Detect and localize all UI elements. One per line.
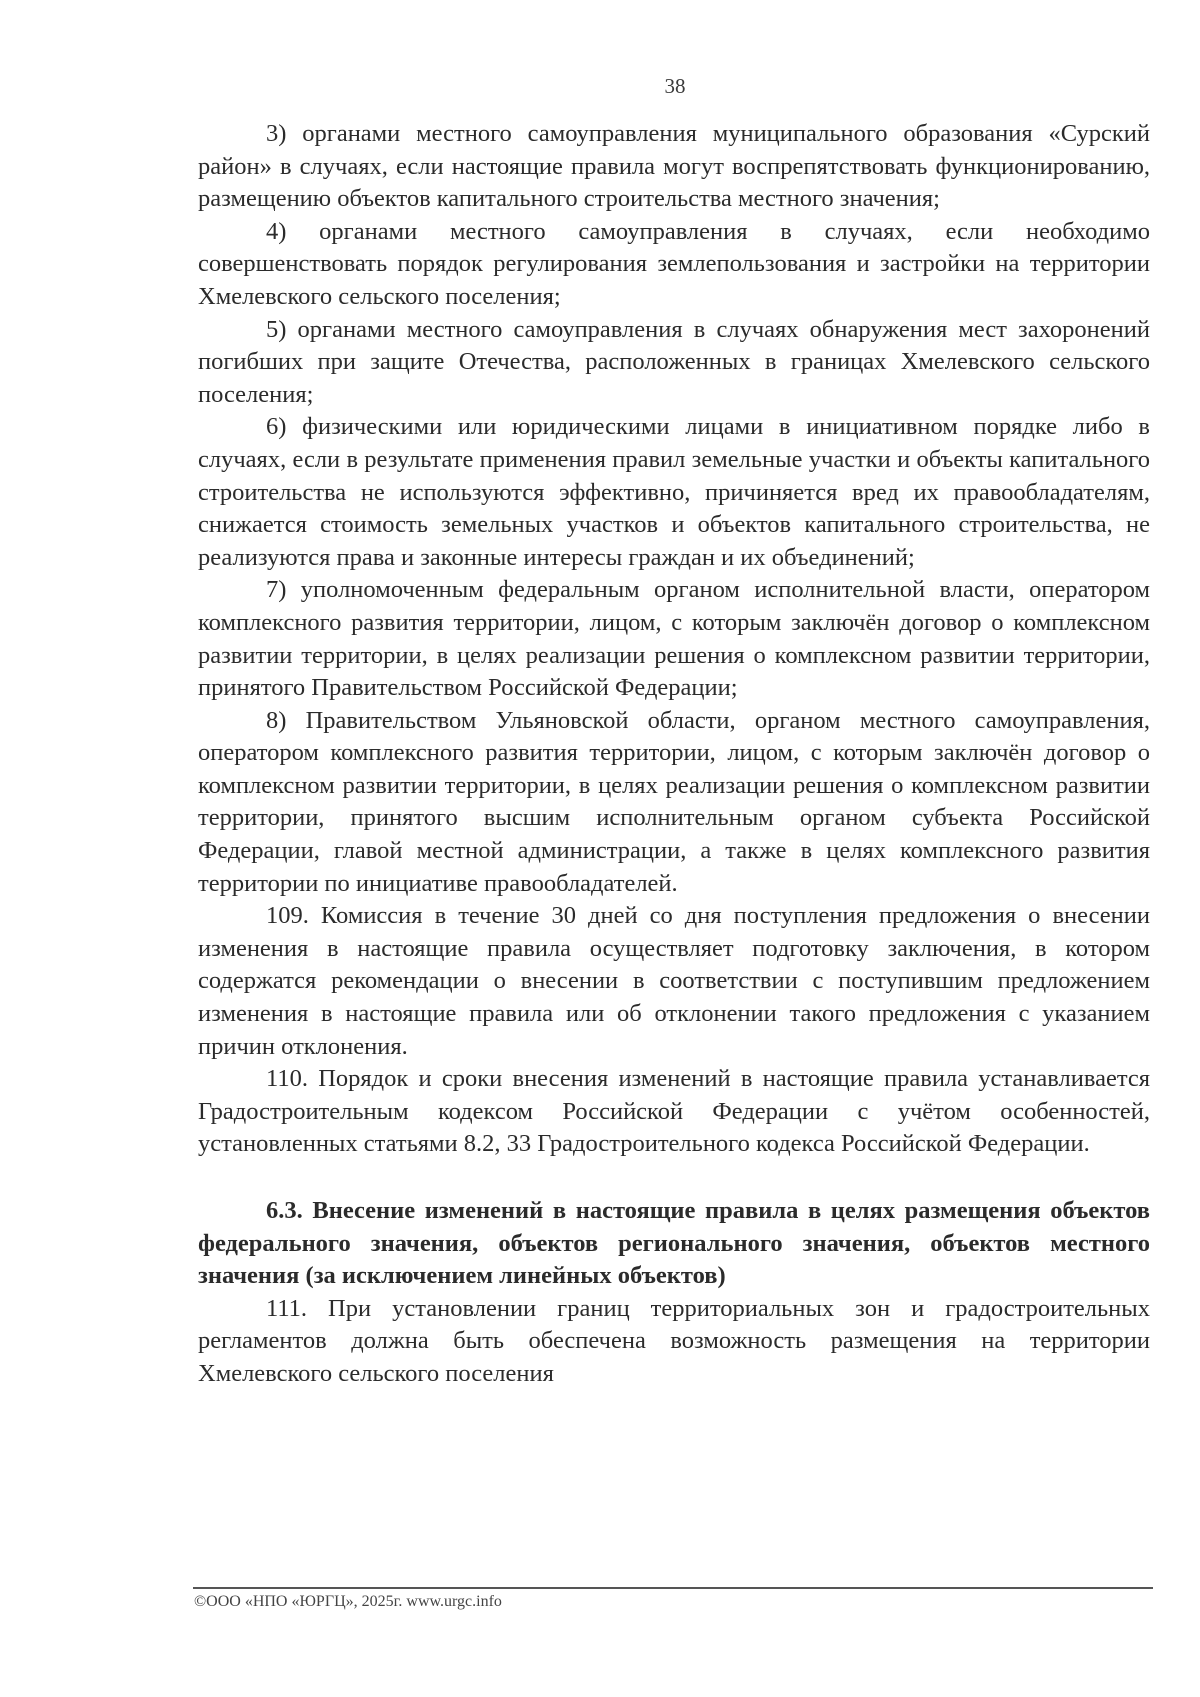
footer-divider: [193, 1587, 1153, 1589]
clause-111: 111. При установлении границ территориальных зон и градостроительных регламентов должна быть обеспечена возможность размещения на территории Хмелевского сельского поселения: [198, 1294, 1150, 1387]
clause-110: 110. Порядок и сроки внесения изменений в настоящие правила устанавливается Градостроительным кодексом Российской Федерации с учётом особенностей, установленных статьями 8.2, 33 Градостроительного кодекса Российской Федерации.: [198, 1065, 1150, 1158]
section-heading: 6.3. Внесение изменений в настоящие правила в целях размещения объектов федерального значения, объектов регионального значения, объектов местного значения (за исключением линейных объектов): [198, 1197, 1150, 1290]
document-body: [198, 118, 1150, 1391]
list-item-4: 4) органами местного самоуправления в случаях, если необходимо совершенствовать порядок регулирования землепользования и застройки на территории Хмелевского сельского поселения;: [198, 217, 1150, 310]
clause-109: 109. Комиссия в течение 30 дней со дня поступления предложения о внесении изменения в настоящие правила осуществляет подготовку заключения, в котором содержатся рекомендации о внесении в соответствии с поступившим предложением изменения в настоящие правила или об отклонении такого предложения с указанием причин отклонения.: [198, 902, 1150, 1060]
page-number: 38: [664, 74, 686, 98]
list-item-3: 3) органами местного самоуправления муниципального образования «Сурский район» в случаях, если настоящие правила могут воспрепятствовать функционированию, размещению объектов капитального строительства местного значения;: [198, 120, 1150, 213]
list-item-8: 8) Правительством Ульяновской области, органом местного самоуправления, оператором комплексного развития территории, лицом, с которым заключён договор о комплексном развитии территории, в целях реализации решения о комплексном развитии территории, принятого высшим исполнительным органом субъекта Российской Федерации, главой местной администрации, а также в целях комплексного развития территории по инициативе правообладателей.: [198, 706, 1150, 897]
footer-copyright: ©ООО «НПО «ЮРГЦ», 2025г. www.urgc.info: [194, 1593, 502, 1610]
list-item-5: 5) органами местного самоуправления в случаях обнаружения мест захоронений погибших при защите Отечества, расположенных в границах Хмелевского сельского поселения;: [198, 315, 1150, 408]
list-item-7: 7) уполномоченным федеральным органом исполнительной власти, оператором комплексного развития территории, лицом, с которым заключён договор о комплексном развитии территории, в целях реализации решения о комплексном развитии территории, принятого Правительством Российской Федерации;: [198, 576, 1150, 702]
list-item-6: 6) физическими или юридическими лицами в инициативном порядке либо в случаях, если в результате применения правил земельные участки и объекты капитального строительства не используются эффективно, причиняется вред их правообладателям, снижается стоимость земельных участков и объектов капитального строительства, не реализуются права и законные интересы граждан и их объединений;: [198, 413, 1150, 571]
